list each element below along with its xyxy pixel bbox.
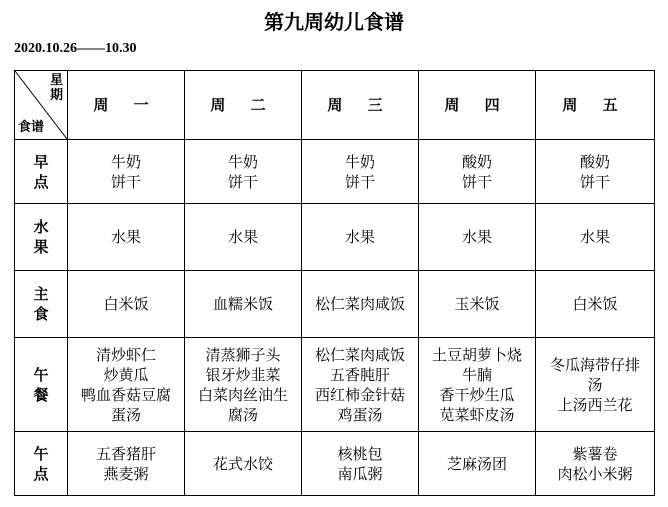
- meal-row: [15, 338, 655, 432]
- menu-cell: [185, 271, 302, 338]
- meal-label: 主 食: [15, 271, 68, 338]
- dish-text: 牛腩: [461, 365, 492, 384]
- menu-cell: [185, 204, 302, 271]
- day-header: 周 二: [185, 71, 302, 140]
- dish-text: 牛奶: [110, 152, 141, 171]
- dish-text: 水果: [461, 228, 492, 246]
- dish-text: 清炒虾仁: [95, 345, 156, 364]
- dish-text: 血糯米饭: [212, 295, 273, 313]
- menu-cell: [536, 432, 655, 496]
- dish-text: 松仁菜肉咸饭: [314, 295, 405, 313]
- meal-label: 水 果: [15, 204, 68, 271]
- dish-text: 白米饭: [572, 295, 618, 313]
- dish-text: 水果: [110, 228, 141, 246]
- dish-text: 银牙炒韭菜: [205, 365, 281, 384]
- dish-text: 松仁菜肉咸饭: [314, 345, 405, 364]
- dish-text: 水果: [579, 228, 610, 246]
- menu-cell: [185, 140, 302, 204]
- menu-cell: [536, 271, 655, 338]
- dish-text: 玉米饭: [454, 295, 500, 313]
- menu-cell: [419, 432, 536, 496]
- dish-text: 肉松小米粥: [557, 464, 633, 483]
- header-row: [15, 71, 655, 140]
- dish-text: 白米饭: [103, 295, 149, 313]
- menu-cell: [419, 140, 536, 204]
- menu-cell: [302, 432, 419, 496]
- dish-text: 五香肫肝: [329, 365, 390, 384]
- day-header: 周 五: [536, 71, 655, 140]
- dish-text: 饼干: [344, 172, 375, 191]
- menu-cell: [68, 432, 185, 496]
- menu-cell: [419, 338, 536, 432]
- dish-text: 燕麦粥: [103, 464, 149, 483]
- meal-row: [15, 204, 655, 271]
- dish-text: 土豆胡萝卜烧: [431, 345, 522, 364]
- dish-text: 西红柿金针菇: [314, 385, 405, 404]
- meal-row: [15, 432, 655, 496]
- menu-cell: [302, 338, 419, 432]
- menu-cell: [536, 338, 655, 432]
- menu-cell: [419, 204, 536, 271]
- dish-text: 酸奶: [461, 152, 492, 171]
- meal-row: [15, 271, 655, 338]
- dish-text: 牛奶: [344, 152, 375, 171]
- page-title: 第九周幼儿食谱: [264, 10, 404, 34]
- menu-cell: [419, 271, 536, 338]
- dish-text: 水果: [344, 228, 375, 246]
- dish-text: 饼干: [227, 172, 258, 191]
- corner-weekday-label: 星 期: [49, 73, 63, 103]
- dish-text: 酸奶: [579, 152, 610, 171]
- dish-text: 饼干: [579, 172, 610, 191]
- day-header: 周 一: [68, 71, 185, 140]
- dish-text: 牛奶: [227, 152, 258, 171]
- menu-cell: [68, 204, 185, 271]
- meal-label: 早 点: [15, 140, 68, 204]
- dish-text: 冬瓜海带仔排: [549, 355, 640, 374]
- menu-cell: [536, 140, 655, 204]
- menu-cell: [185, 432, 302, 496]
- dish-text: 鸭血香菇豆腐: [80, 385, 171, 404]
- menu-table: [14, 70, 655, 496]
- dish-text: 蛋汤: [110, 405, 141, 424]
- dish-text: 紫薯卷: [572, 444, 618, 463]
- dish-text: 核桃包: [337, 444, 383, 463]
- corner-cell: [15, 71, 68, 140]
- menu-cell: [302, 140, 419, 204]
- dish-text: 花式水饺: [212, 454, 273, 473]
- date-range: 2020.10.26——10.30: [14, 41, 137, 56]
- meal-row: [15, 140, 655, 204]
- dish-text: 芝麻汤团: [446, 454, 507, 473]
- dish-text: 饼干: [110, 172, 141, 191]
- corner-menu-label: 食谱: [18, 120, 45, 135]
- dish-text: 南瓜粥: [337, 464, 383, 483]
- dish-text: 白菜肉丝油生: [197, 385, 288, 404]
- dish-text: 鸡蛋汤: [337, 405, 383, 424]
- dish-text: 五香猪肝: [95, 444, 156, 463]
- dish-text: 香干炒生瓜: [439, 385, 515, 404]
- menu-cell: [68, 140, 185, 204]
- day-header: 周 三: [302, 71, 419, 140]
- menu-cell: [302, 271, 419, 338]
- dish-text: 水果: [227, 228, 258, 246]
- dish-text: 汤: [587, 375, 603, 394]
- day-header: 周 四: [419, 71, 536, 140]
- dish-text: 饼干: [461, 172, 492, 191]
- menu-cell: [302, 204, 419, 271]
- dish-text: 苋菜虾皮汤: [439, 405, 515, 424]
- dish-text: 腐汤: [227, 405, 258, 424]
- dish-text: 上汤西兰花: [557, 395, 633, 414]
- menu-cell: [185, 338, 302, 432]
- menu-cell: [536, 204, 655, 271]
- dish-text: 清蒸狮子头: [205, 345, 281, 364]
- meal-label: 午 餐: [15, 338, 68, 432]
- dish-text: 炒黄瓜: [103, 365, 149, 384]
- menu-cell: [68, 338, 185, 432]
- menu-cell: [68, 271, 185, 338]
- meal-label: 午 点: [15, 432, 68, 496]
